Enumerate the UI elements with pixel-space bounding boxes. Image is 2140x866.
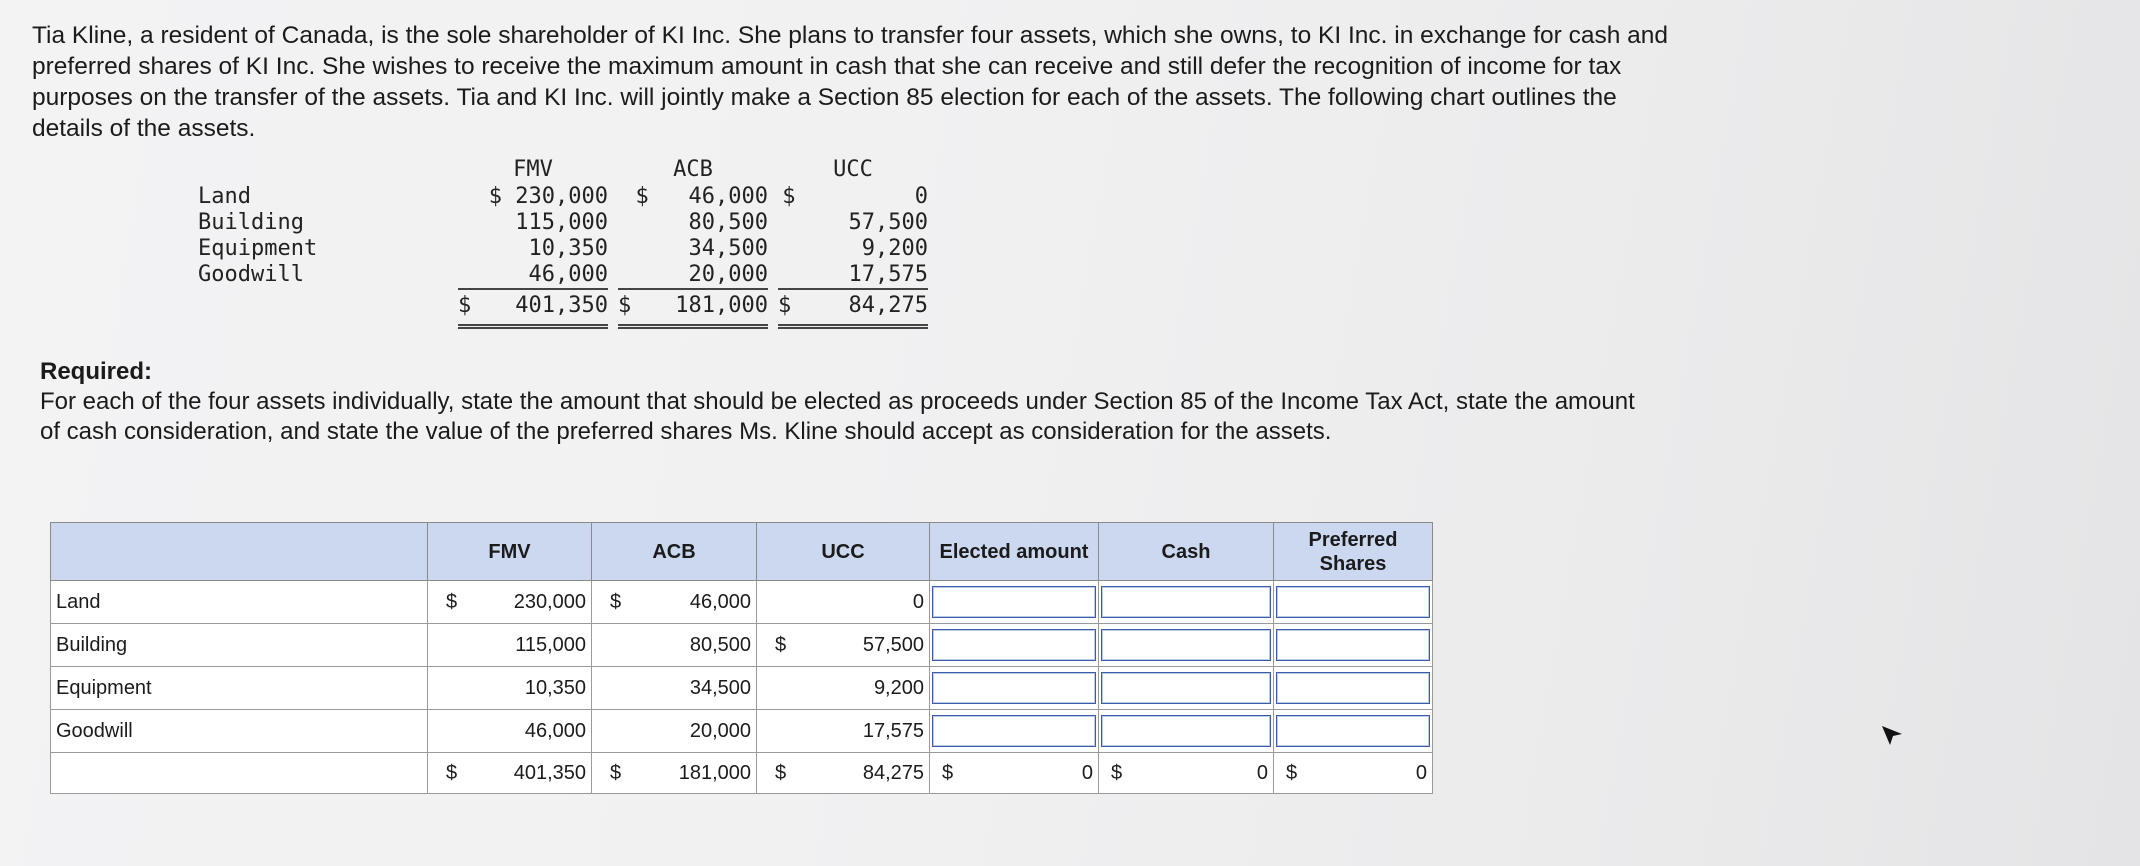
preferred-shares-input[interactable] bbox=[1276, 629, 1430, 661]
summary-header: ACB bbox=[673, 157, 713, 182]
preferred-shares-cell bbox=[1274, 710, 1433, 753]
total-row bbox=[51, 753, 1433, 794]
acb-value: 34,500 bbox=[638, 667, 757, 710]
ucc-sign bbox=[757, 667, 803, 710]
summary-total-sign: $ bbox=[778, 293, 792, 318]
summary-value: 57,500 bbox=[848, 210, 928, 235]
elected-amount-input[interactable] bbox=[932, 672, 1096, 704]
preferred-shares-input[interactable] bbox=[1276, 586, 1430, 618]
elected-amount-input[interactable] bbox=[932, 629, 1096, 661]
total-acb: 181,000 bbox=[638, 753, 757, 794]
preferred-shares-cell bbox=[1274, 667, 1433, 710]
cash-input[interactable] bbox=[1101, 629, 1271, 661]
total-preferred bbox=[1274, 753, 1433, 794]
table-row bbox=[51, 581, 1433, 624]
cash-input[interactable] bbox=[1101, 715, 1271, 747]
summary-label: Land bbox=[198, 184, 251, 209]
summary-value: 9,200 bbox=[861, 236, 928, 261]
row-label: Building bbox=[51, 624, 428, 667]
ucc-value: 17,575 bbox=[803, 710, 930, 753]
total-preferred-sign: $ bbox=[1286, 761, 1298, 784]
cash-cell bbox=[1099, 624, 1274, 667]
total-cash-value: 0 bbox=[1256, 761, 1268, 784]
summary-label: Equipment bbox=[198, 236, 318, 261]
header-fmv: FMV bbox=[428, 523, 592, 581]
acb-value: 20,000 bbox=[638, 710, 757, 753]
mouse-pointer-icon bbox=[1880, 722, 1906, 748]
ucc-value: 0 bbox=[803, 581, 930, 624]
elected-amount-cell bbox=[930, 710, 1099, 753]
total-elected-sign: $ bbox=[942, 761, 954, 784]
total-ucc-sign: $ bbox=[757, 753, 803, 794]
acb-sign bbox=[592, 710, 638, 753]
summary-header: FMV bbox=[513, 157, 553, 182]
ucc-value: 9,200 bbox=[803, 667, 930, 710]
summary-value: 34,500 bbox=[688, 236, 768, 261]
total-acb-sign: $ bbox=[592, 753, 638, 794]
summary-values bbox=[618, 184, 768, 288]
total-label bbox=[51, 753, 428, 794]
total-preferred-value: 0 bbox=[1415, 761, 1427, 784]
header-preferred-shares: Preferred Shares bbox=[1274, 523, 1433, 581]
elected-amount-input[interactable] bbox=[932, 586, 1096, 618]
row-label: Land bbox=[51, 581, 428, 624]
preferred-shares-cell bbox=[1274, 581, 1433, 624]
summary-label: Goodwill bbox=[198, 262, 304, 287]
elected-amount-cell bbox=[930, 581, 1099, 624]
required-title: Required: bbox=[40, 358, 153, 385]
summary-total bbox=[618, 288, 768, 329]
answer-table bbox=[50, 522, 1433, 794]
acb-value: 46,000 bbox=[638, 581, 757, 624]
summary-total-value: 401,350 bbox=[515, 293, 608, 318]
required-section bbox=[40, 357, 1660, 447]
acb-sign bbox=[592, 667, 638, 710]
summary-label: Building bbox=[198, 210, 304, 235]
summary-value: $ 46,000 bbox=[635, 184, 768, 209]
cash-cell bbox=[1099, 581, 1274, 624]
cash-input[interactable] bbox=[1101, 672, 1271, 704]
summary-value: 115,000 bbox=[515, 210, 608, 235]
total-fmv: 401,350 bbox=[474, 753, 592, 794]
summary-labels bbox=[198, 184, 317, 288]
elected-amount-input[interactable] bbox=[932, 715, 1096, 747]
ucc-sign bbox=[757, 710, 803, 753]
ucc-sign: $ bbox=[757, 624, 803, 667]
total-cash-sign: $ bbox=[1111, 761, 1123, 784]
summary-value: 46,000 bbox=[528, 262, 608, 287]
total-cash bbox=[1099, 753, 1274, 794]
ucc-value: 57,500 bbox=[803, 624, 930, 667]
fmv-sign bbox=[428, 624, 474, 667]
cash-cell bbox=[1099, 710, 1274, 753]
row-label: Equipment bbox=[51, 667, 428, 710]
summary-total bbox=[458, 288, 608, 329]
header-acb: ACB bbox=[592, 523, 757, 581]
summary-value: $ 0 bbox=[782, 184, 928, 209]
total-fmv-sign: $ bbox=[428, 753, 474, 794]
summary-value: 20,000 bbox=[688, 262, 768, 287]
fmv-sign: $ bbox=[428, 581, 474, 624]
fmv-sign bbox=[428, 710, 474, 753]
table-row bbox=[51, 624, 1433, 667]
acb-sign bbox=[592, 624, 638, 667]
summary-value: 10,350 bbox=[528, 236, 608, 261]
header-cash: Cash bbox=[1099, 523, 1274, 581]
summary-total bbox=[778, 288, 928, 329]
fmv-value: 10,350 bbox=[474, 667, 592, 710]
fmv-value: 230,000 bbox=[474, 581, 592, 624]
table-header-row bbox=[51, 523, 1433, 581]
total-ucc: 84,275 bbox=[803, 753, 930, 794]
ucc-sign bbox=[757, 581, 803, 624]
summary-value: 17,575 bbox=[848, 262, 928, 287]
preferred-shares-cell bbox=[1274, 624, 1433, 667]
summary-total-value: 84,275 bbox=[848, 293, 928, 318]
acb-value: 80,500 bbox=[638, 624, 757, 667]
cash-input[interactable] bbox=[1101, 586, 1271, 618]
summary-col-ucc bbox=[778, 156, 928, 329]
row-label: Goodwill bbox=[51, 710, 428, 753]
summary-values bbox=[458, 184, 608, 288]
summary-col-fmv bbox=[458, 156, 608, 329]
elected-amount-cell bbox=[930, 667, 1099, 710]
required-text: For each of the four assets individually, state the amount that should be elected as proceeds under Section 85 of the Income Tax Act, state the amount of cash consideration, and state the value of the preferred shares Ms. Kline should accept as consideration for the assets. bbox=[40, 388, 1635, 445]
cash-cell bbox=[1099, 667, 1274, 710]
header-blank bbox=[51, 523, 428, 581]
summary-col-acb bbox=[618, 156, 768, 329]
table-row bbox=[51, 710, 1433, 753]
total-elected bbox=[930, 753, 1099, 794]
table-row bbox=[51, 667, 1433, 710]
summary-header: UCC bbox=[833, 157, 873, 182]
elected-amount-cell bbox=[930, 624, 1099, 667]
fmv-value: 115,000 bbox=[474, 624, 592, 667]
summary-total-value: 181,000 bbox=[675, 293, 768, 318]
summary-total-sign: $ bbox=[618, 293, 632, 318]
total-elected-value: 0 bbox=[1081, 761, 1093, 784]
summary-total-sign: $ bbox=[458, 293, 472, 318]
fmv-sign bbox=[428, 667, 474, 710]
summary-values bbox=[778, 184, 928, 288]
fmv-value: 46,000 bbox=[474, 710, 592, 753]
problem-intro: Tia Kline, a resident of Canada, is the sole shareholder of KI Inc. She plans to transfer four assets, which she owns, to KI Inc. in exchange for cash and preferred shares of KI Inc. She wishes to receive the maximum amount in cash that she can receive and still defer the recognition of income for tax purposes on the transfer of the assets. Tia and KI Inc. will jointly make a Section 85 election for each of the assets. The following chart outlines the details of the assets. bbox=[32, 22, 1669, 142]
acb-sign: $ bbox=[592, 581, 638, 624]
header-elected-amount: Elected amount bbox=[930, 523, 1099, 581]
preferred-shares-input[interactable] bbox=[1276, 672, 1430, 704]
header-ucc: UCC bbox=[757, 523, 930, 581]
summary-value: $ 230,000 bbox=[488, 184, 608, 209]
preferred-shares-input[interactable] bbox=[1276, 715, 1430, 747]
summary-value: 80,500 bbox=[688, 210, 768, 235]
